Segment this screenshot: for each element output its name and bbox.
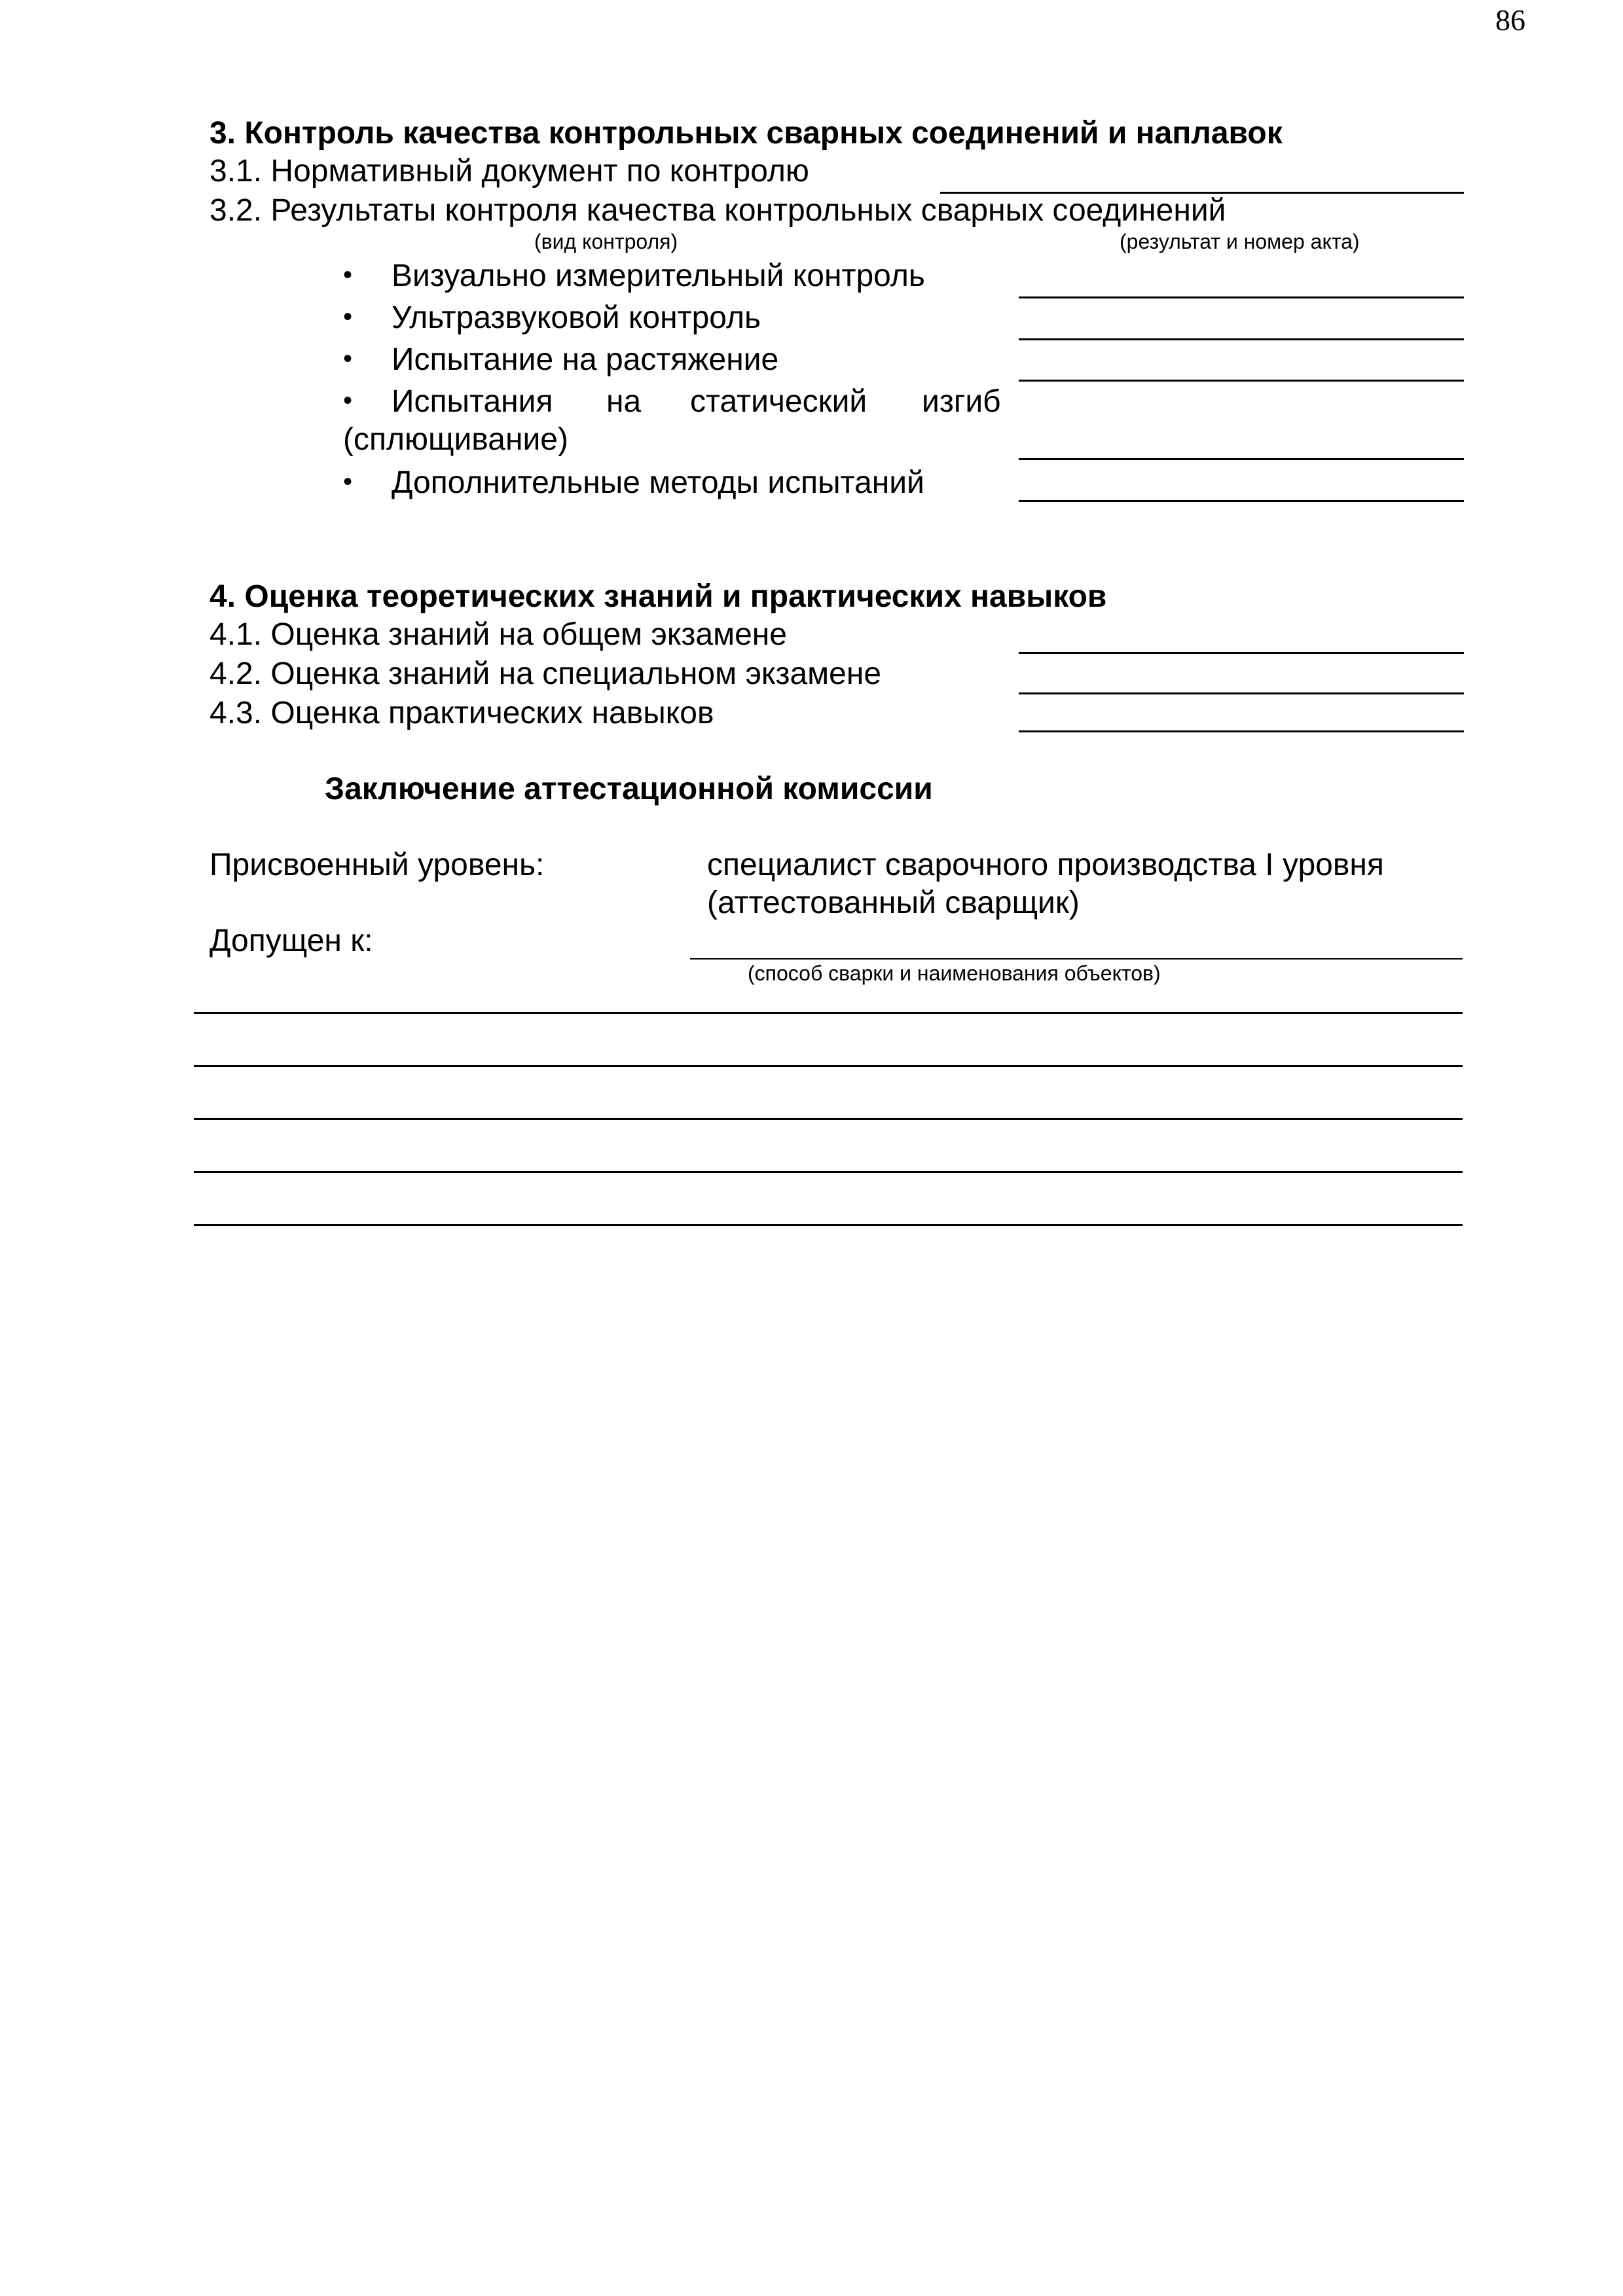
- blank-line[interactable]: [194, 1118, 1463, 1120]
- section4-item2: 4.2. Оценка знаний на специальном экзамене: [210, 656, 882, 691]
- bullet-marker: •: [343, 386, 353, 415]
- bullet-bend-word2: на: [606, 384, 642, 419]
- bullet-additional: Дополнительные методы испытаний: [392, 465, 924, 500]
- conclusion-title: Заключение аттестационной комиссии: [325, 772, 933, 806]
- bullet-marker: •: [343, 467, 353, 496]
- section4-item1: 4.1. Оценка знаний на общем экзамене: [210, 617, 787, 652]
- bullet-marker: •: [343, 260, 353, 289]
- general-exam-field[interactable]: [1019, 652, 1464, 654]
- tensile-result-field[interactable]: [1019, 380, 1464, 382]
- blank-line[interactable]: [194, 1224, 1463, 1226]
- ultrasonic-result-field[interactable]: [1019, 338, 1464, 340]
- assigned-level-value-2: (аттестованный сварщик): [707, 886, 1080, 920]
- visual-result-field[interactable]: [1019, 296, 1464, 298]
- bullet-bend-word1: Испытания: [392, 384, 553, 419]
- page-number: 86: [1495, 3, 1525, 37]
- admitted-caption: (способ сварки и наименования объектов): [748, 961, 1161, 985]
- bullet-marker: •: [343, 302, 353, 331]
- section3-item1: 3.1. Нормативный документ по контролю: [210, 154, 809, 188]
- bullet-bend-continuation: (сплющивание): [343, 422, 568, 457]
- section4-title: 4. Оценка теоретических знаний и практических навыков: [210, 579, 1107, 614]
- bullet-bend-word4: изгиб: [922, 384, 1001, 419]
- assigned-level-label: Присвоенный уровень:: [210, 848, 545, 882]
- bullet-marker: •: [343, 344, 353, 373]
- caption-control-type: (вид контроля): [534, 230, 678, 253]
- bend-result-field[interactable]: [1019, 458, 1464, 460]
- special-exam-field[interactable]: [1019, 692, 1464, 694]
- bullet-visual: Визуально измерительный контроль: [392, 259, 925, 293]
- admitted-label: Допущен к:: [210, 924, 373, 958]
- section3-item2: 3.2. Результаты контроля качества контрольных сварных соединений: [210, 193, 1226, 228]
- bullet-ultrasonic: Ультразвуковой контроль: [392, 300, 761, 335]
- blank-line[interactable]: [194, 1171, 1463, 1173]
- additional-result-field[interactable]: [1019, 500, 1464, 502]
- caption-result: (результат и номер акта): [1120, 230, 1360, 253]
- bullet-bend-word3: статический: [690, 384, 867, 419]
- assigned-level-value: специалист сварочного производства I уровня: [707, 848, 1384, 882]
- blank-line[interactable]: [194, 1065, 1463, 1067]
- section4-item3: 4.3. Оценка практических навыков: [210, 696, 714, 730]
- admitted-field[interactable]: [690, 958, 1463, 960]
- practical-skills-field[interactable]: [1019, 730, 1464, 732]
- blank-line[interactable]: [194, 1012, 1463, 1014]
- bullet-tensile: Испытание на растяжение: [392, 342, 779, 377]
- section3-title: 3. Контроль качества контрольных сварных соединений и наплавок: [210, 116, 1283, 151]
